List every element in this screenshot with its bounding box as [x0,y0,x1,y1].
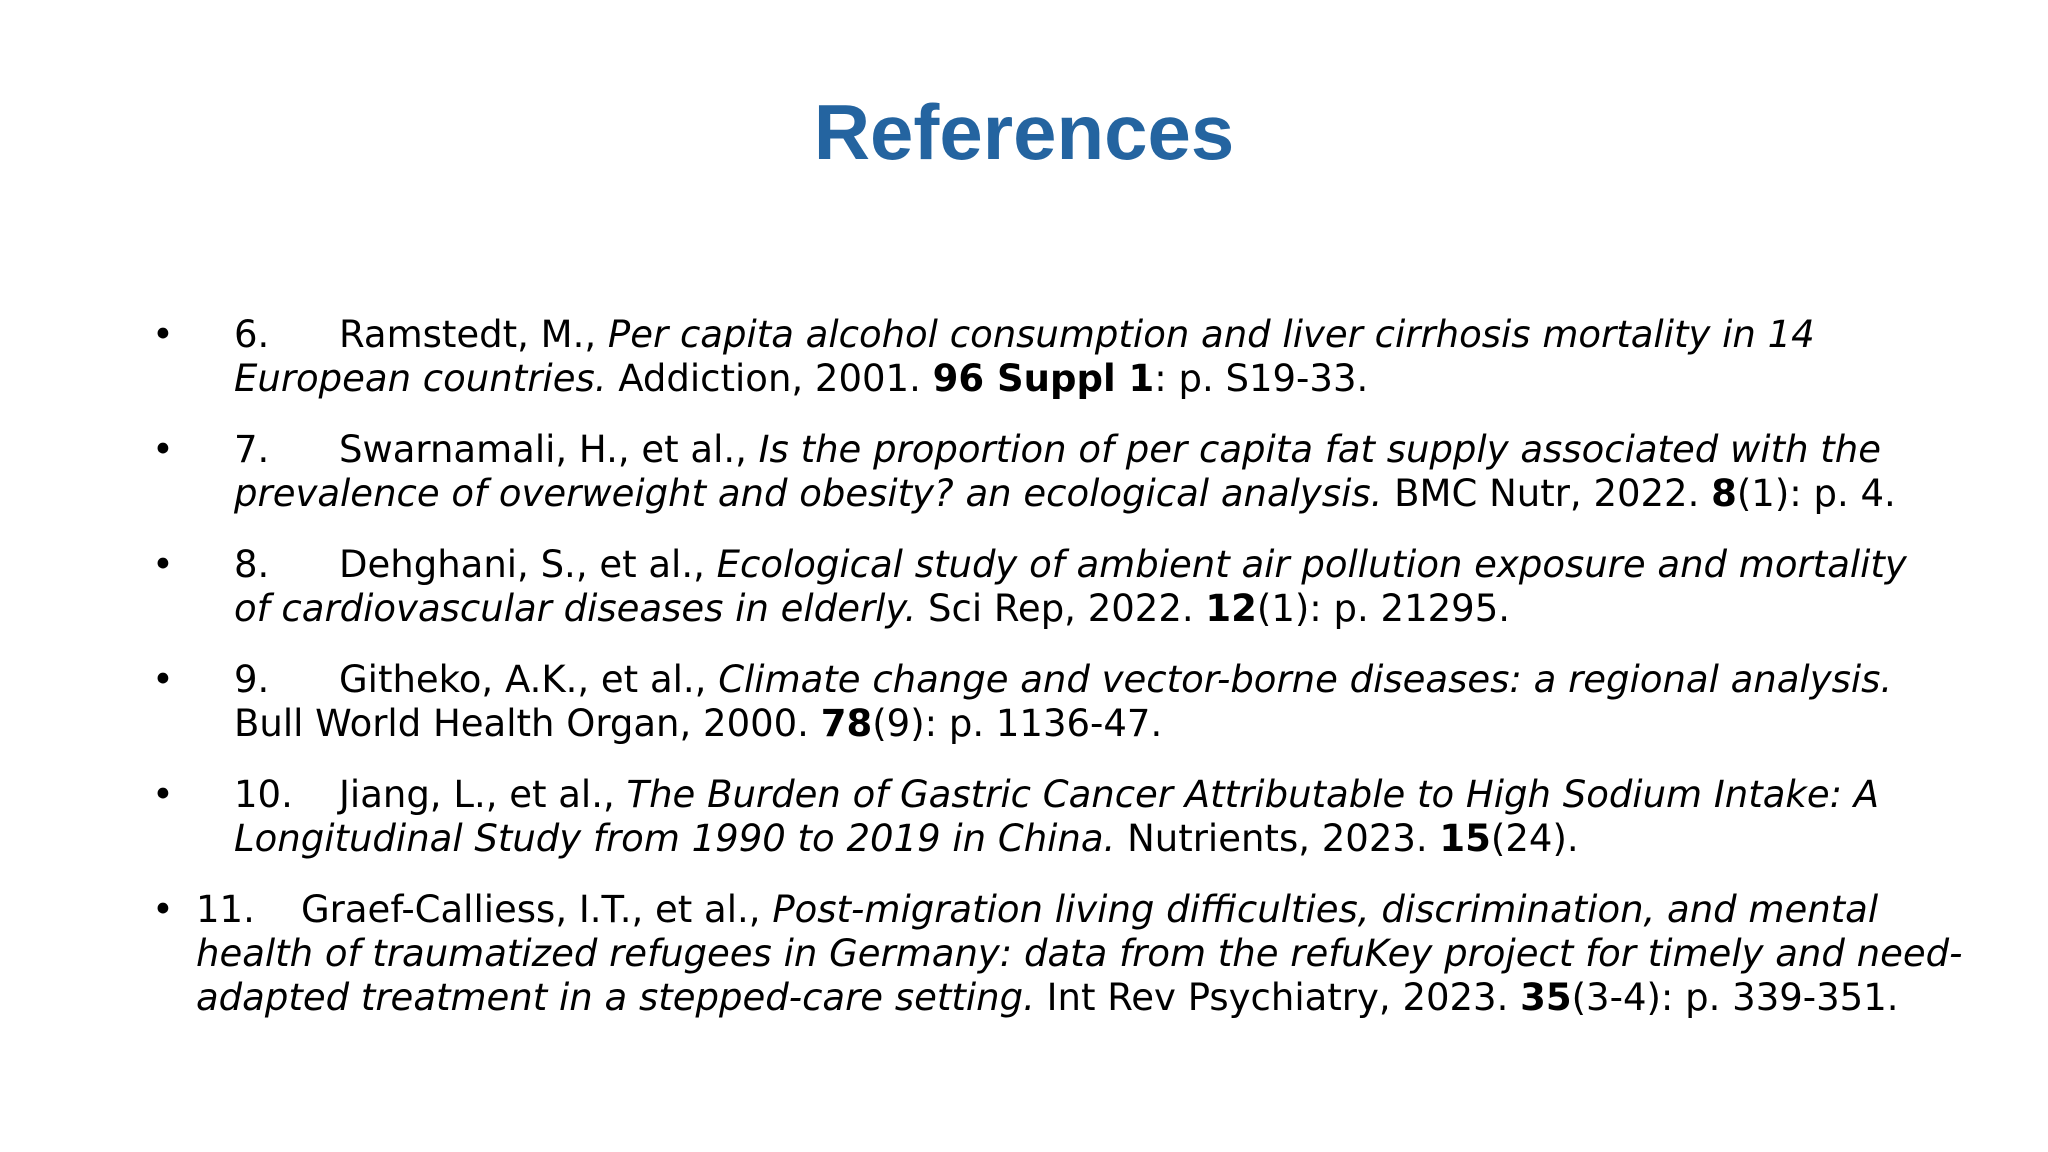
bullet-icon: • [152,428,174,471]
reference-title: Ecological study of ambient air pollution exposure and mortality [716,543,1907,586]
reference-title: Per capita alcohol consumption and liver cirrhosis mortality in 14 [607,313,1815,356]
reference-volume: 15 [1439,817,1491,860]
reference-title: The Burden of Gastric Cancer Attributable to High Sodium Intake: A [626,773,1880,816]
bullet-icon: • [152,313,174,356]
reference-pages: (24). [1490,817,1579,860]
reference-number: 11. [196,888,255,931]
reference-journal: Int Rev Psychiatry, 2023. [1034,976,1521,1019]
reference-list [152,313,1963,1047]
reference-authors: Swarnamali, H., et al., [339,428,759,471]
reference-pages: (3-4): p. 339-351. [1571,976,1899,1019]
reference-authors: Ramstedt, M., [339,313,608,356]
reference-number: 7. [234,428,270,471]
reference-item [152,543,1912,631]
reference-journal: Sci Rep, 2022. [916,587,1206,630]
reference-authors: Githeko, A.K., et al., [339,658,719,701]
reference-number: 9. [234,658,270,701]
reference-item [152,888,1963,1020]
reference-title-cont: European countries. [234,357,607,400]
bullet-icon: • [152,773,174,816]
reference-journal: Bull World Health Organ, 2000. [234,702,821,745]
reference-title-cont: health of traumatized refugees in Germany: data from the refuKey project for timely and need- [196,932,1963,975]
reference-pages: (9): p. 1136-47. [872,702,1163,745]
reference-title-cont: Longitudinal Study from 1990 to 2019 in China. [234,817,1116,860]
page-title: References [813,88,1235,176]
reference-item [152,313,1912,401]
reference-number: 8. [234,543,270,586]
reference-title: Is the proportion of per capita fat supply associated with the [758,428,1882,471]
reference-volume: 78 [820,702,873,745]
reference-journal: BMC Nutr, 2022. [1382,472,1712,515]
reference-volume: 35 [1520,976,1572,1019]
bullet-icon: • [152,543,174,586]
reference-journal: Addiction, 2001. [606,357,933,400]
reference-pages: (1): p. 4. [1736,472,1896,515]
bullet-icon: • [152,888,174,931]
reference-volume: 8 [1711,472,1737,515]
reference-journal: Nutrients, 2023. [1115,817,1440,860]
reference-pages: : p. S19-33. [1154,357,1369,400]
reference-authors: Dehghani, S., et al., [339,543,717,586]
reference-authors: Graef-Calliess, I.T., et al., [301,888,773,931]
reference-volume: 96 Suppl 1 [932,357,1155,400]
reference-title: Climate change and vector-borne diseases: a regional analysis. [718,658,1893,701]
reference-volume: 12 [1205,587,1257,630]
bullet-icon: • [152,658,174,701]
reference-number: 10. [234,773,293,816]
reference-authors: Jiang, L., et al., [339,773,627,816]
reference-title-cont: prevalence of overweight and obesity? an ecological analysis. [234,472,1383,515]
reference-title-cont: of cardiovascular diseases in elderly. [234,587,917,630]
reference-number: 6. [234,313,270,356]
reference-pages: (1): p. 21295. [1256,587,1511,630]
reference-title: Post-migration living difficulties, discrimination, and mental [772,888,1879,931]
reference-item [152,773,1912,861]
reference-item [152,658,1912,746]
reference-item [152,428,1912,516]
reference-title-cont: adapted treatment in a stepped-care setting. [196,976,1035,1019]
